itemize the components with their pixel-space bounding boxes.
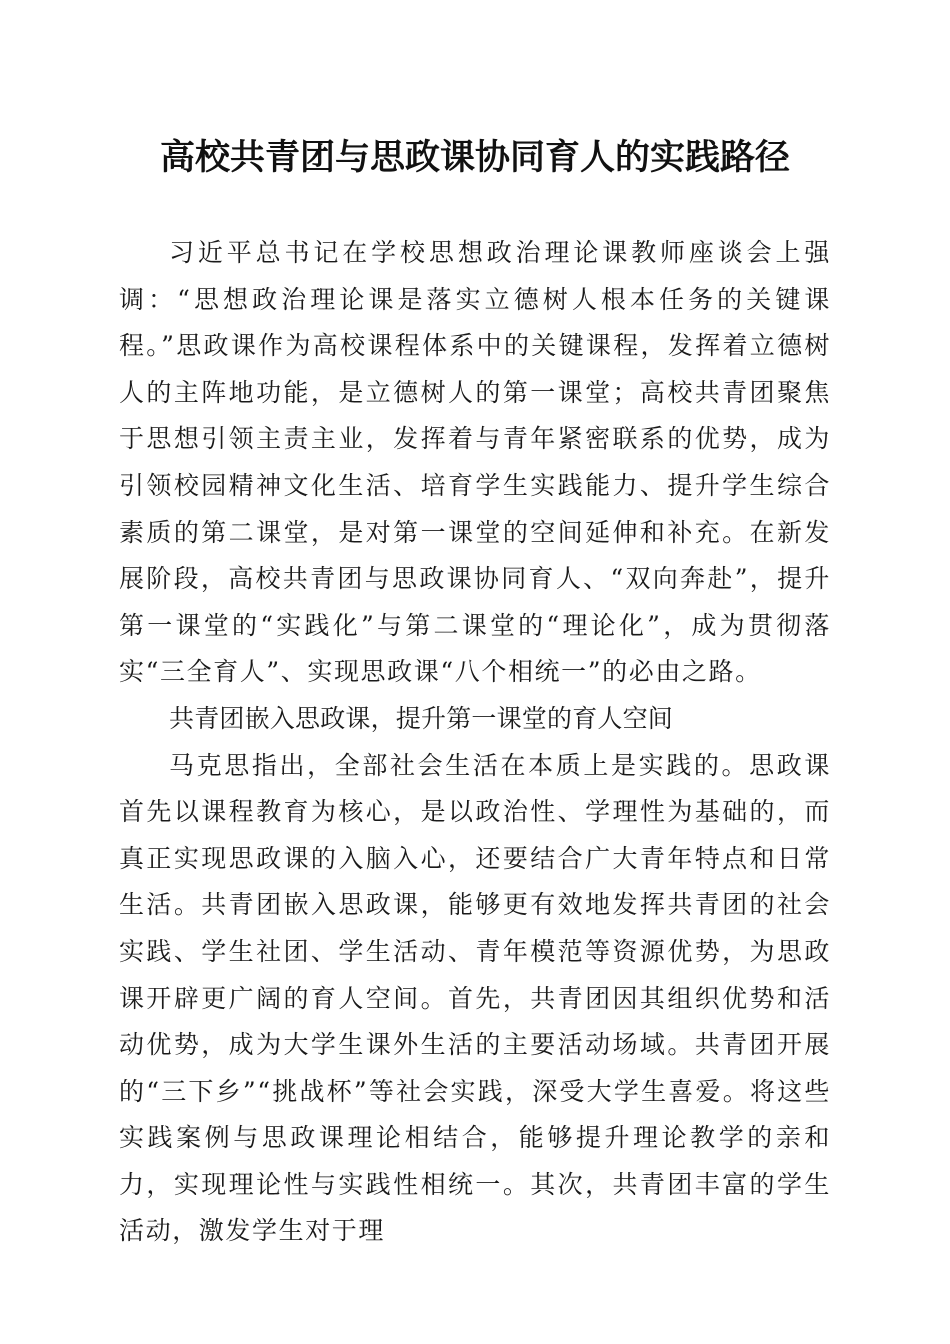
section-heading: 共青团嵌入思政课，提升第一课堂的育人空间 bbox=[169, 703, 674, 733]
document-body bbox=[119, 230, 831, 1255]
document-title: 高校共青团与思政课协同育人的实践路径 bbox=[159, 137, 790, 178]
paragraph-section-body: 马克思指出，全部社会生活在本质上是实践的。思政课首先以课程教育为核心，是以政治性、学理性为基础的，而真正实现思政课的入脑入心，还要结合广大青年特点和日常生活。共青团嵌入思政课，能够更有效地发挥共青团的社会实践、学生社团、学生活动、青年模范等资源优势，为思政课开辟更广阔的育人空间。首先，共青团因其组织优势和活动优势，成为大学生课外生活的主要活动场域。共青团开展的“三下乡”“挑战杯”等社会实践，深受大学生喜爱。将这些实践案例与思政课理论相结合，能够提升理论教学的亲和力，实现理论性与实践性相统一。其次，共青团丰富的学生活动，激发学生对于理 bbox=[119, 750, 831, 1246]
paragraph-intro: 习近平总书记在学校思想政治理论课教师座谈会上强调：“思想政治理论课是落实立德树人根本任务的关键课程。”思政课作为高校课程体系中的关键课程，发挥着立德树人的主阵地功能，是立德树人的第一课堂；高校共青团聚焦于思想引领主责主业，发挥着与青年紧密联系的优势，成为引领校园精神文化生活、培育学生实践能力、提升学生综合素质的第二课堂，是对第一课堂的空间延伸和补充。在新发展阶段，高校共青团与思政课协同育人、“双向奔赴”，提升第一课堂的“实践化”与第二课堂的“理论化”，成为贯彻落实“三全育人”、实现思政课“八个相统一”的必由之路。 bbox=[119, 238, 831, 687]
